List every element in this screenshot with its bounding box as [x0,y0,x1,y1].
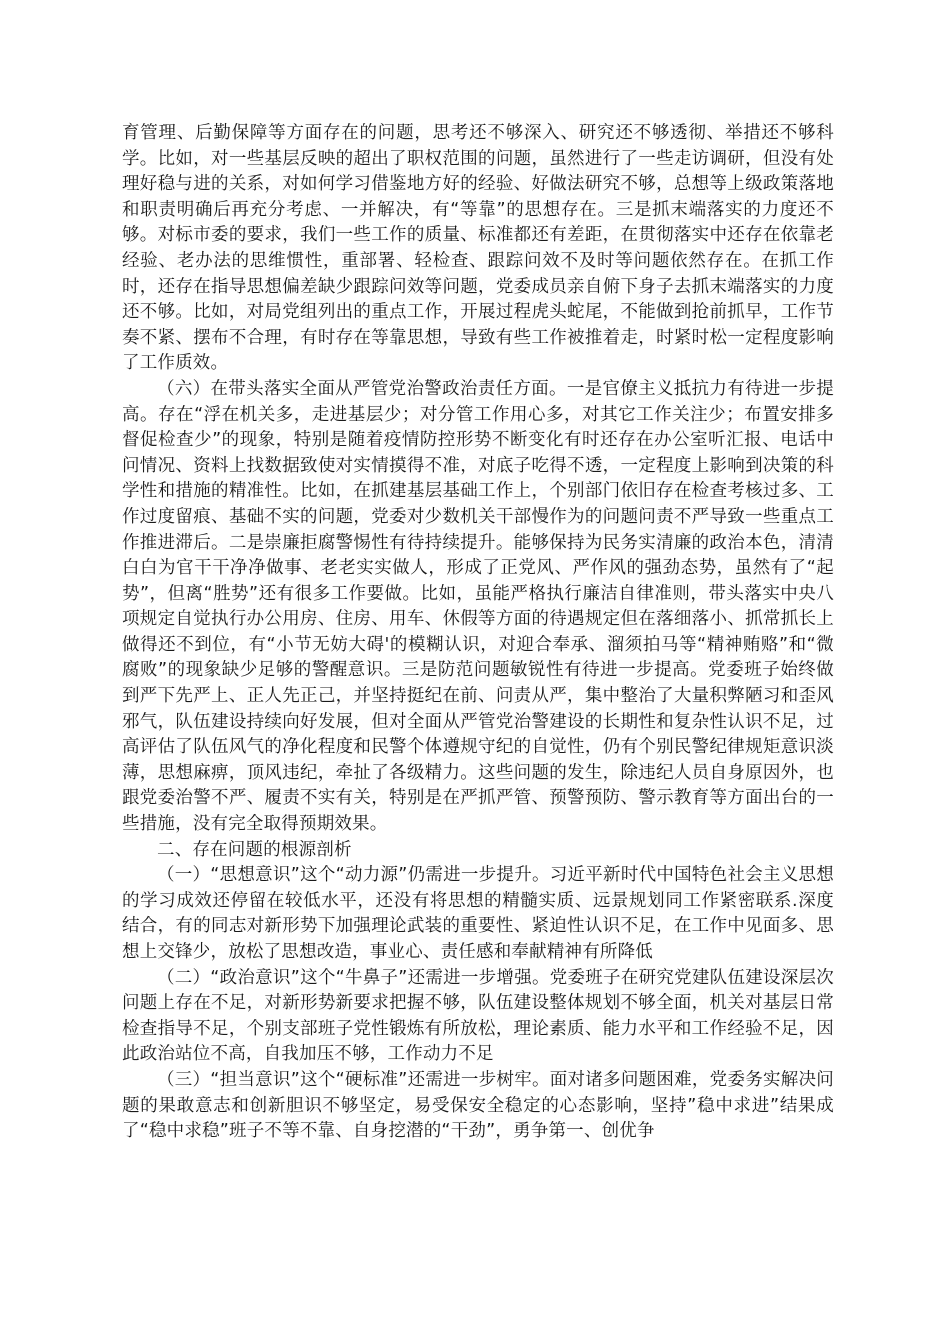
paragraph-2: （六）在带头落实全面从严管党治警政治责任方面。一是官僚主义抵抗力有待进一步提高。存在“浮在机关多，走进基层少；对分管工作用心多，对其它工作关注少；布置安排多督促检查少”的现象，特别是随着疫情防控形势不断变化有时还存在办公室听汇报、电话中问情况、资料上找数据致使对实情摸得不准，对底子吃得不透，一定程度上影响到决策的科学性和措施的精准性。比如，在抓建基层基础工作上，个别部门依旧存在检查考核过多、工作过度留痕、基础不实的问题，党委对少数机关干部慢作为的问题问责不严导致一些重点工作推进滞后。二是崇廉拒腐警惕性有待持续提升。能够保持为民务实清廉的政治本色，清清白白为官干干净净做事、老老实实做人，形成了正党风、严作风的强劲态势，虽然有了“起势”，但离“胜势”还有很多工作要做。比如，虽能严格执行廉洁自律准则，带头落实中央八项规定自觉执行办公用房、住房、用车、休假等方面的待遇规定但在落细落小、抓常抓长上做得还不到位，有“小节无妨大碍'的模糊认识，对迎合奉承、溜须拍马等“精神贿赂”和“微腐败”的现象缺少足够的警醒意识。三是防范问题敏锐性有待进一步提高。党委班子始终做到严下先严上、正人先正己，并坚持挺纪在前、问责从严，集中整治了大量积弊陋习和歪风邪气，队伍建设持续向好发展，但对全面从严管党治警建设的长期性和复杂性认识不足，过高评估了队伍风气的净化程度和民警个体遵规守纪的自觉性，仍有个别民警纪律规矩意识淡薄，思想麻痹，顶风违纪，牵扯了各级精力。这些问题的发生，除违纪人员自身原因外，也跟党委治警不严、履责不实有关，特别是在严抓严管、预警预防、警示教育等方面出台的一些措施，没有完全取得预期效果。 [122,378,834,835]
section-heading: 二、存在问题的根源剖析 [157,839,352,860]
document-body [122,121,834,1145]
paragraph-1: 育管理、后勤保障等方面存在的问题，思考还不够深入、研究还不够透彻、举措还不够科学。比如，对一些基层反映的超出了职权范围的问题，虽然进行了一些走访调研，但没有处理好稳与进的关系，对如何学习借鉴地方好的经验、好做法研究不够，总想等上级政策落地和职责明确后再充分考虑、一并解决，有“等靠”的思想存在。三是抓末端落实的力度还不够。对标市委的要求，我们一些工作的质量、标准都还有差距，在贯彻落实中还存在依靠老经验、老办法的思维惯性，重部署、轻检查、跟踪问效不及时等问题依然存在。在抓工作时，还存在指导思想偏差缺少跟踪问效等问题，党委成员亲自俯下身子去抓末端落实的力度还不够。比如，对局党组列出的重点工作，开展过程虎头蛇尾，不能做到抢前抓早，工作节奏不紧、摆布不合理，有时存在等靠思想，导致有些工作被推着走，时紧时松一定程度影响了工作质效。 [122,123,834,374]
paragraph-5: （三）“担当意识”这个“硬标准”还需进一步树牢。面对诸多问题困难，党委务实解决问题的果敢意志和创新胆识不够坚定，易受保安全稳定的心态影响，坚持”稳中求进”结果成了“稳中求稳”班子不等不靠、自身挖潜的“干劲”，勇争第一、创优争 [122,1069,834,1142]
paragraph-3: （一）“思想意识”这个“动力源”仍需进一步提升。习近平新时代中国特色社会主义思想的学习成效还停留在较低水平，还没有将思想的精髓实质、远景规划同工作紧密联系.深度结合，有的同志对新形势下加强理论武装的重要性、紧迫性认识不足，在工作中见面多、思想上交锋少，放松了思想改造，事业心、责任感和奉献精神有所降低 [122,865,834,962]
paragraph-4: （二）“政治意识”这个“牛鼻子”还需进一步增强。党委班子在研究党建队伍建设深层次问题上存在不足，对新形势新要求把握不够，队伍建设整体规划不够全面，机关对基层日常检查指导不足，个别支部班子党性锻炼有所放松，理论素质、能力水平和工作经验不足，因此政治站位不高，自我加压不够，工作动力不足 [122,967,834,1065]
